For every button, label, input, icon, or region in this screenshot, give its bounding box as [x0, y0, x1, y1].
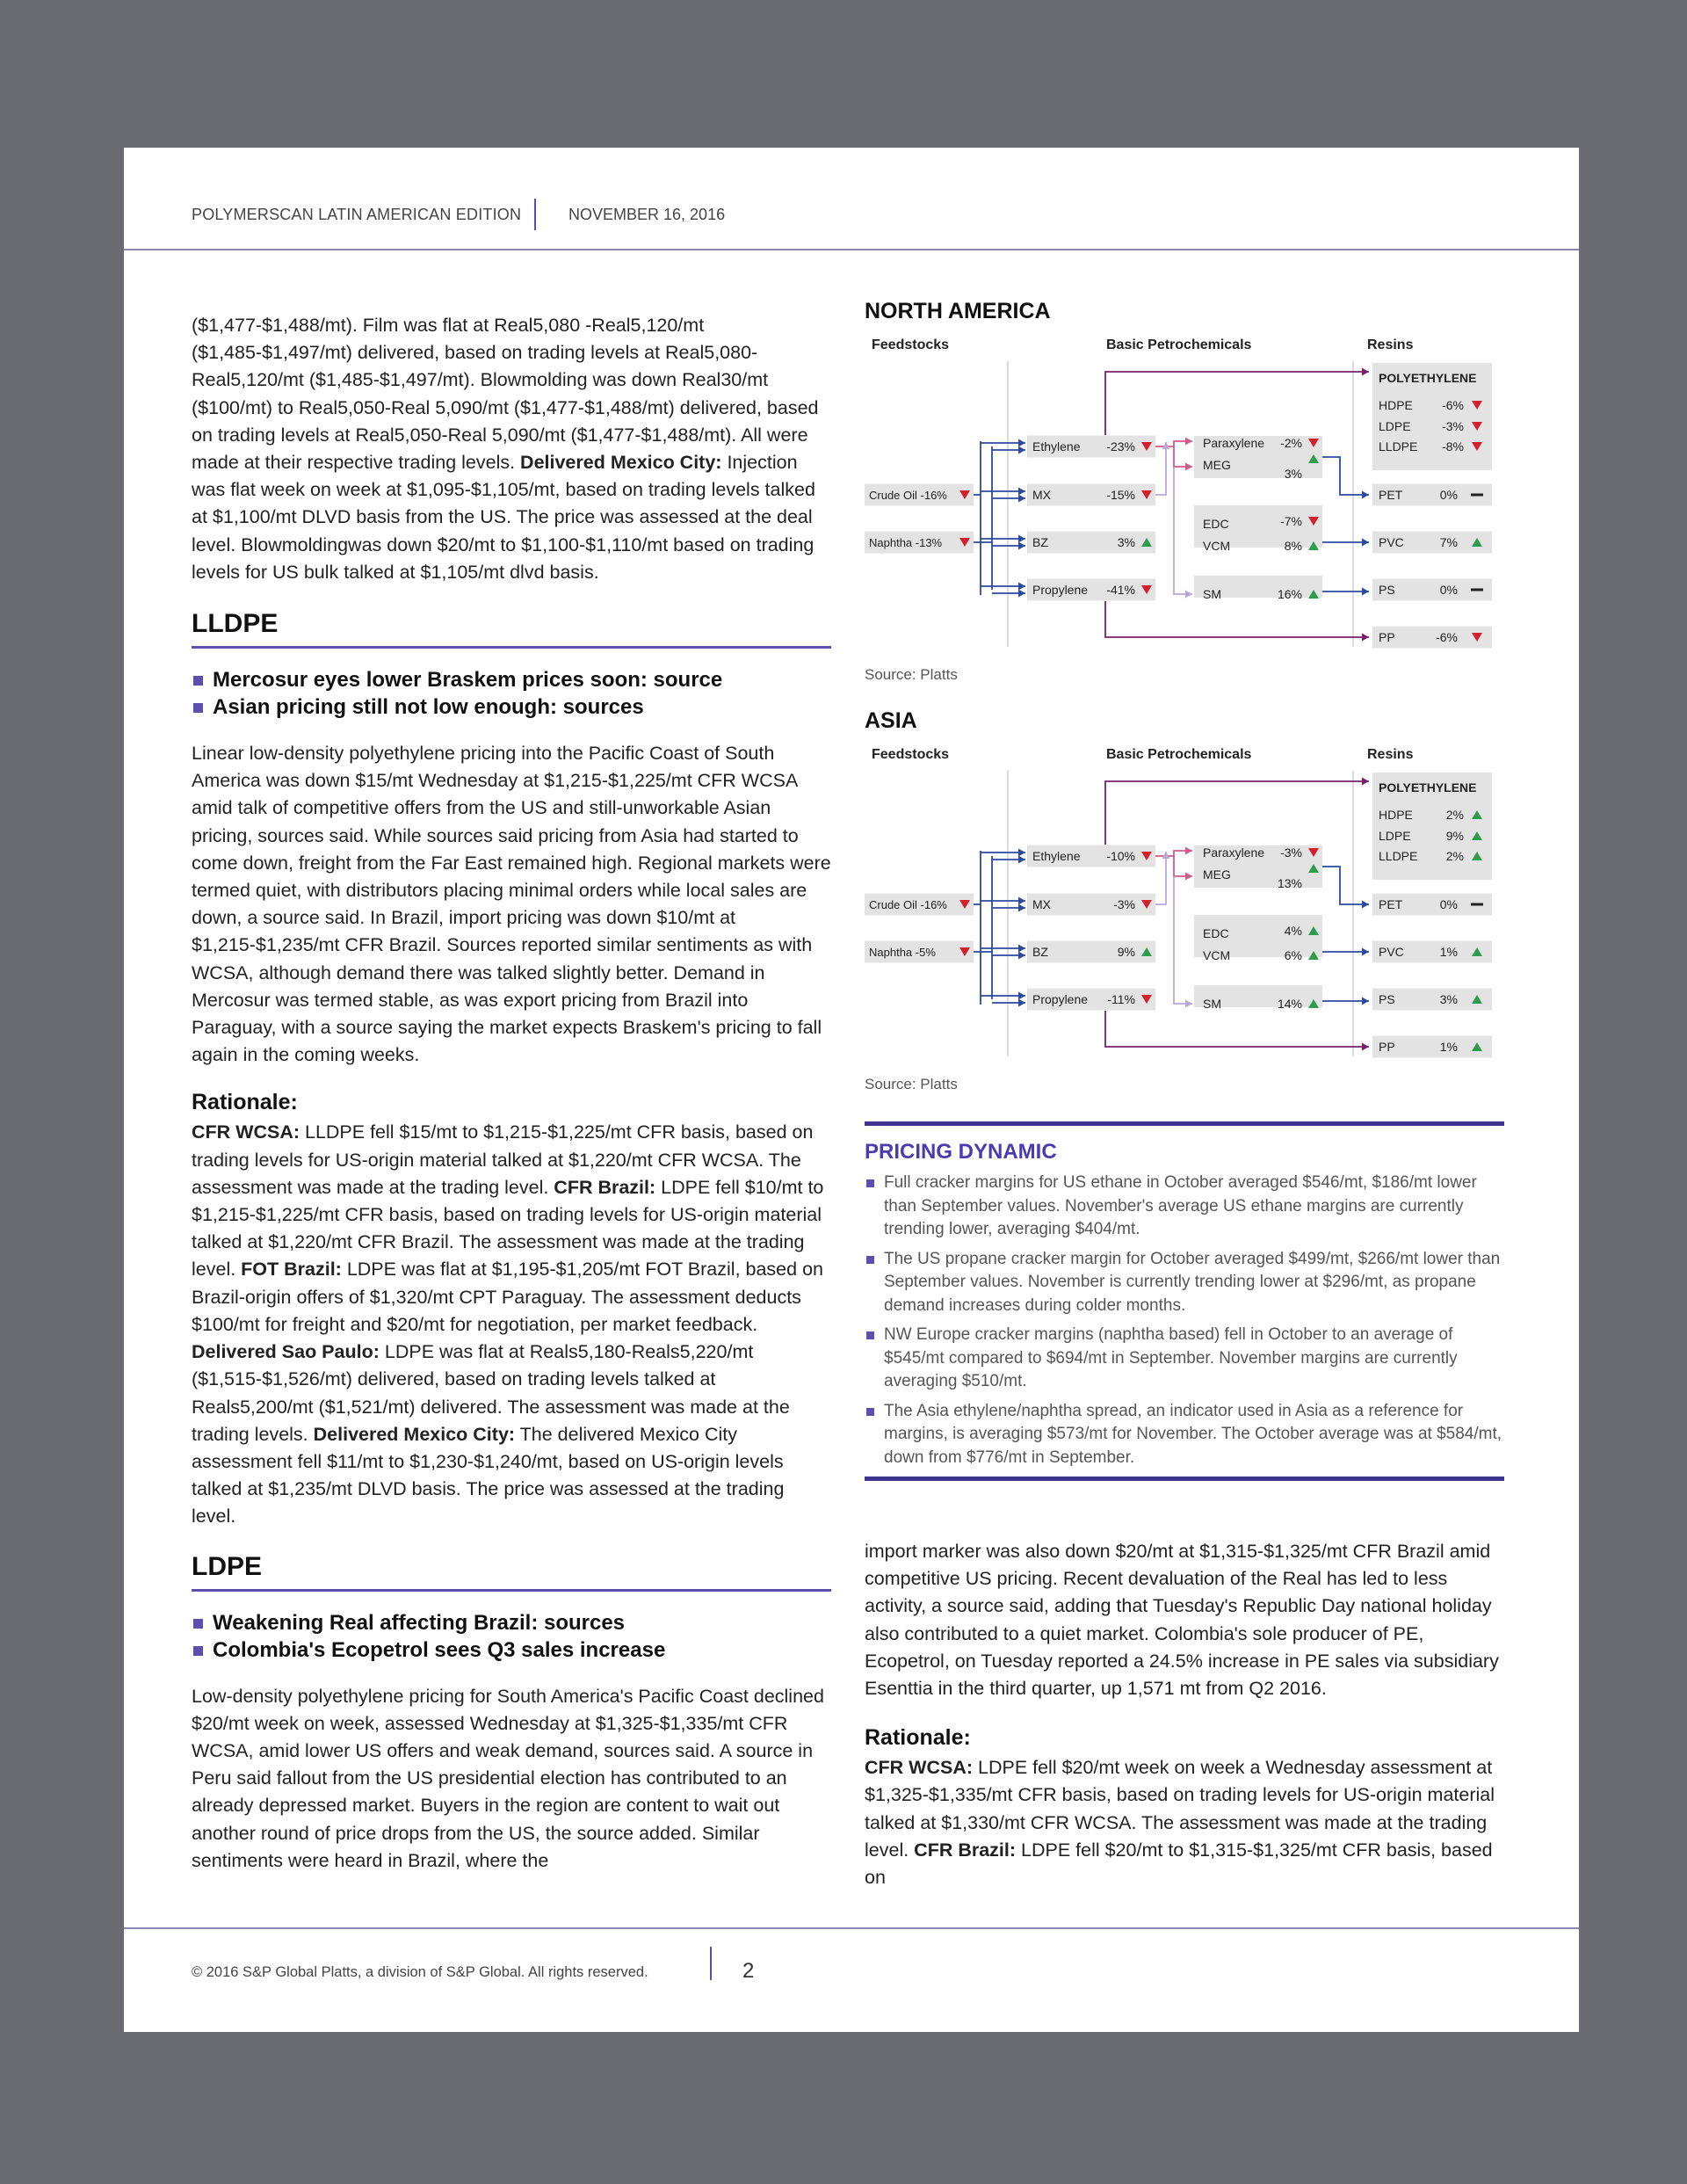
lldpe-heading: LLDPE [192, 609, 831, 649]
asia-source: Source: Platts [865, 1076, 958, 1092]
resin-change-marker [1471, 589, 1483, 591]
feedstock-label: Crude Oil -16% [869, 898, 947, 911]
basic-to-derivative-arrow-head [1162, 852, 1170, 859]
basic-to-derivative-arrow-head [1185, 847, 1192, 855]
basic-to-derivative-arrow [1174, 446, 1192, 467]
basic-chemical-change: -23% [1106, 439, 1135, 453]
polyethylene-grade-change: 2% [1445, 808, 1464, 822]
basic-to-derivative-arrow [1174, 876, 1192, 1004]
ldpe-bullets [192, 1609, 831, 1664]
basic-to-derivative-arrow-head [1185, 463, 1192, 471]
feedstock-to-basic-arrow-head [1018, 904, 1025, 912]
pricing-dynamic-top-rule [865, 1121, 1504, 1126]
resin-change: -6% [1436, 630, 1458, 644]
resin-change: 1% [1439, 1040, 1458, 1054]
resin-change: 1% [1439, 945, 1458, 959]
feedstock-to-basic-arrow-head [1018, 856, 1025, 864]
basic-chemical-change: -3% [1113, 897, 1135, 911]
basic-chemical-name: BZ [1032, 535, 1048, 549]
feedstock-to-basic-arrow-head [1018, 590, 1025, 598]
derivative-change: 4% [1284, 924, 1302, 938]
basic-to-derivative-arrow-head [1185, 1000, 1192, 1008]
lldpe-rationale: CFR WCSA: LLDPE fell $15/mt to $1,215-$1,225/mt CFR basis, based on trading levels for US-origin material talked at $1,220/mt CFR WCSA. The assessment was made at the trading level. CFR Brazil: LDPE fell $10/mt to $1,215-$1,225/mt CFR basis, based on trading levels for US-origin material talked at $1,220/mt CFR Brazil. The assessment was made at the trading level. FOT Brazil: LDPE was flat at $1,195-$1,205/mt FOT Brazil, based on Brazil-origin offers of $1,320/mt CPT Paraguay. The assessment deducts $100/mt for freight and $20/mt for negotiation, per market feedback. Delivered Sao Paulo: LDPE was flat at Reals5,180-Reals5,220/mt ($1,515-$1,526/mt) delivered, based on trading levels talked at Reals5,200/mt ($1,521/mt) delivered. The assessment was made at the trading levels. Delivered Mexico City: The delivered Mexico City assessment fell $11/mt to $1,230-$1,240/mt, based on US-origin levels talked at $1,235/mt DLVD basis. The price was assessed at the trading level. [192, 1121, 824, 1527]
resin-change: 7% [1439, 535, 1458, 549]
feedstock-to-basic-arrow-head [1018, 999, 1025, 1007]
basic-chemical-name: MX [1032, 897, 1051, 911]
derivative-to-pet-arrow-head [1362, 901, 1369, 909]
pricing-dynamic-box [865, 1121, 1504, 1481]
polyethylene-grade-change: -8% [1442, 439, 1464, 453]
asia-flow-diagram [865, 736, 1497, 1061]
polyethylene-grade-name: LLDPE [1379, 849, 1418, 863]
intro-paragraph: ($1,477-$1,488/mt). Film was flat at Real5,080 -Real5,120/mt ($1,485-$1,497/mt) delivered, based on trading levels at Real5,080-Real5,120/mt ($1,485-$1,497/mt). Blowmolding was down Real30/mt ($100/mt) to Real5,050-Real 5,090/mt ($1,477-$1,488/mt) delivered, based on trading levels at Real5,050-Real 5,090/mt ($1,477-$1,488/mt). All were made at their respective trading levels. Delivered Mexico City: Injection was flat week on week at $1,095-$1,105/mt, based on trading levels talked at $1,100/mt DLVD basis from the US. The price was assessed at the deal level. Blowmoldingwas down $20/mt to $1,100-$1,110/mt based on trading levels for US bulk talked at $1,105/mt dlvd basis. [192, 315, 819, 583]
pricing-dynamic-item: Full cracker margins for US ethane in October averaged $546/mt, $186/mt lower than September values. November's average US ethane margins are currently trending lower, averaging $404/mt. [865, 1172, 1504, 1242]
polyethylene-label: POLYETHYLENE [1379, 371, 1477, 385]
ethylene-to-polyethylene-arrow-head [1362, 778, 1369, 786]
polyethylene-grade-change: -3% [1442, 419, 1464, 433]
ldpe-rationale: CFR WCSA: LDPE fell $20/mt week on week a Wednesday assessment at $1,325-$1,335/mt CFR basis, based on trading levels for US-origin material talked at $1,330/mt CFR WCSA. The assessment was made at the trading level. CFR Brazil: LDPE fell $20/mt to $1,315-$1,325/mt CFR basis, based on [865, 1757, 1495, 1889]
propylene-to-pp-arrow-head [1362, 634, 1369, 642]
ethylene-to-polyethylene-arrow [1105, 781, 1369, 845]
basic-chemical-change: -11% [1107, 992, 1135, 1006]
derivative-change: 14% [1277, 997, 1302, 1011]
derivative-change: -7% [1280, 514, 1302, 528]
feedstock-to-basic-arrow-head [1018, 992, 1025, 1000]
feedstock-to-basic-arrow-head [1018, 897, 1025, 905]
feedstock-to-basic-arrow-head [1018, 542, 1025, 550]
polyethylene-grade-name: LLDPE [1379, 439, 1418, 453]
basic-chemical-name: MX [1032, 488, 1051, 502]
polyethylene-label: POLYETHYLENE [1379, 780, 1477, 795]
propylene-to-pp-arrow [1105, 1011, 1369, 1047]
feedstock-to-basic-arrow-head [1018, 439, 1025, 447]
derivative-name: VCM [1203, 539, 1231, 553]
right-column-text [865, 1538, 1504, 1891]
derivative-name: MEG [1203, 458, 1231, 472]
vcm-to-pvc-arrow-head [1362, 539, 1369, 547]
derivative-name: MEG [1203, 867, 1231, 882]
document-page [124, 148, 1579, 2032]
publication-name: POLYMERSCAN LATIN AMERICAN EDITION [192, 206, 522, 223]
feedstocks-header: Feedstocks [872, 337, 950, 352]
derivative-change: 16% [1277, 587, 1302, 601]
basic-to-derivative-arrow-head [1185, 873, 1192, 881]
basic-petrochemicals-header: Basic Petrochemicals [1106, 337, 1252, 352]
resins-header: Resins [1367, 337, 1414, 352]
resin-change: 0% [1439, 488, 1458, 502]
basic-to-derivative-arrow-head [1162, 442, 1170, 449]
ethylene-to-polyethylene-arrow [1105, 372, 1369, 435]
feedstock-to-basic-arrow-head [1018, 495, 1025, 503]
derivative-change: 8% [1284, 539, 1302, 553]
derivative-change: 3% [1284, 467, 1302, 481]
feedstock-to-basic-arrow-head [1018, 945, 1025, 953]
feedstock-to-basic-arrow-head [1018, 488, 1025, 496]
resin-change-marker [1471, 494, 1483, 497]
polyethylene-grade-change: 9% [1445, 829, 1464, 843]
pricing-dynamic-list [865, 1172, 1504, 1469]
resin-name: PET [1379, 488, 1403, 502]
left-column [192, 312, 831, 1875]
derivative-name: EDC [1203, 517, 1229, 531]
footer-divider [710, 1947, 712, 1980]
derivative-change: 13% [1277, 876, 1302, 890]
basic-chemical-name: Ethylene [1032, 849, 1081, 863]
basic-chemical-name: BZ [1032, 945, 1048, 959]
resin-name: PET [1379, 897, 1403, 911]
ldpe-body: Low-density polyethylene pricing for South America's Pacific Coast declined $20/mt week on week, assessed Wednesday at $1,325-$1,335/mt CFR WCSA, amid lower US offers and weak demand, sources said. A source in Peru said fallout from the US presidential election has contributed to an already depressed market. Buyers in the region are content to wait out another round of price drops from the US, the source added. Similar sentiments were heard in Brazil, where the [192, 1685, 824, 1871]
resin-name: PVC [1379, 535, 1404, 549]
resin-change-marker [1471, 903, 1483, 906]
publication-date: NOVEMBER 16, 2016 [568, 206, 726, 223]
resin-name: PS [1379, 992, 1395, 1006]
basic-chemical-name: Propylene [1032, 992, 1089, 1006]
resin-name: PP [1379, 630, 1395, 644]
feedstock-to-basic-arrow-head [1018, 849, 1025, 857]
polyethylene-grade-name: LDPE [1379, 419, 1411, 433]
derivative-change: -2% [1280, 436, 1302, 450]
ldpe-heading: LDPE [192, 1552, 831, 1592]
basic-to-derivative-arrow-head [1185, 438, 1192, 446]
lldpe-bullet: Asian pricing still not low enough: sources [192, 693, 831, 721]
derivative-name: VCM [1203, 948, 1231, 962]
basic-chemical-change: 9% [1117, 945, 1135, 959]
pricing-dynamic-item: The Asia ethylene/naphtha spread, an indicator used in Asia as a reference for margins, is averaging $573/mt for November. The October average was at $584/mt, down from $776/mt in September. [865, 1400, 1504, 1470]
resin-name: PVC [1379, 945, 1404, 959]
basic-to-derivative-arrow [1174, 467, 1192, 594]
basic-to-derivative-arrow-head [1185, 591, 1192, 599]
propylene-to-pp-arrow [1105, 601, 1369, 637]
page-header [124, 148, 1579, 250]
lldpe-body: Linear low-density polyethylene pricing into the Pacific Coast of South America was down $15/mt Wednesday at $1,215-$1,225/mt CFR WCSA amid talk of competitive offers from the US and still-unworkable Asian pricing, sources said. While sources said pricing from Asia had started to come down, freight from the Far East remained high. Regional markets were termed quiet, with distributors placing minimal orders while local sales are down, a source said. In Brazil, import pricing was down $10/mt at $1,215-$1,235/mt CFR Brazil. Sources reported similar sentiments as with WCSA, although demand there was talked slightly better. Demand in Mercosur was termed stable, as was export pricing from Brazil into Paraguay, with a source saying the market expects Braskem's pricing to fall again in the coming weeks. [192, 743, 831, 1066]
basic-to-derivative-arrow [1174, 856, 1192, 876]
basic-chemical-name: Propylene [1032, 583, 1089, 597]
basic-petrochemicals-header: Basic Petrochemicals [1106, 747, 1252, 762]
polyethylene-grade-name: HDPE [1379, 398, 1413, 412]
derivative-name: EDC [1203, 926, 1229, 940]
derivative-to-pet-arrow-head [1362, 491, 1369, 499]
feedstock-to-basic-arrow-head [1018, 535, 1025, 543]
propylene-to-pp-arrow-head [1362, 1043, 1369, 1051]
sm-to-ps-arrow-head [1362, 998, 1369, 1005]
north-america-flow-diagram [865, 326, 1497, 651]
pricing-dynamic-title: PRICING DYNAMIC [865, 1140, 1057, 1164]
basic-chemical-name: Ethylene [1032, 439, 1081, 453]
feedstock-label: Naphtha -5% [869, 946, 936, 959]
feedstock-to-basic-arrow-head [1018, 952, 1025, 960]
ldpe-continued-body: import marker was also down $20/mt at $1,315-$1,325/mt CFR Brazil amid competitive US pricing. Recent devaluation of the Real has led to less activity, a source said, adding that Tuesday's Republic Day national holiday also contributed to a quiet market. Colombia's sole producer of PE, Ecopetrol, on Tuesday reported a 24.5% increase in PE sales via subsidiary Esenttia in the third quarter, up 1,571 mt from Q2 2016. [865, 1541, 1499, 1700]
basic-chemical-change: -10% [1106, 849, 1135, 863]
polyethylene-grade-change: -6% [1442, 398, 1464, 412]
derivative-name: Paraxylene [1203, 436, 1265, 450]
lldpe-bullets [192, 666, 831, 721]
resin-change: 0% [1439, 583, 1458, 597]
derivative-to-pet-arrow [1322, 867, 1369, 904]
feedstock-label: Naphtha -13% [869, 536, 943, 549]
resin-change: 3% [1439, 992, 1458, 1006]
ldpe-bullet: Colombia's Ecopetrol sees Q3 sales increase [192, 1636, 831, 1664]
north-america-title: NORTH AMERICA [865, 299, 1051, 323]
polyethylene-grade-change: 2% [1445, 849, 1464, 863]
page-number: 2 [742, 1959, 755, 1983]
asia-title: ASIA [865, 708, 917, 733]
resin-name: PS [1379, 583, 1395, 597]
header-divider [534, 199, 536, 230]
resin-name: PP [1379, 1040, 1395, 1054]
resin-change: 0% [1439, 897, 1458, 911]
sm-to-ps-arrow-head [1362, 588, 1369, 596]
copyright-notice: © 2016 S&P Global Platts, a division of S&P Global. All rights reserved. [192, 1964, 648, 1980]
vcm-to-pvc-arrow-head [1362, 948, 1369, 956]
page-footer [124, 1927, 1579, 2034]
derivative-name: SM [1203, 997, 1221, 1011]
north-america-source: Source: Platts [865, 666, 958, 683]
basic-to-derivative-arrow [1155, 852, 1166, 904]
pricing-dynamic-bottom-rule [865, 1477, 1504, 1481]
basic-chemical-change: 3% [1117, 535, 1135, 549]
polyethylene-grade-name: HDPE [1379, 808, 1413, 822]
pricing-dynamic-item: NW Europe cracker margins (naphtha based) fell in October to an average of $545/mt compared to $694/mt in September. November margins are currently averaging $510/mt. [865, 1324, 1504, 1394]
derivative-to-pet-arrow [1322, 457, 1369, 495]
feedstock-label: Crude Oil -16% [869, 489, 947, 502]
pricing-dynamic-item: The US propane cracker margin for October averaged $499/mt, $266/mt lower than September values. November is currently trending lower at $296/mt, as propane demand increases during colder months. [865, 1248, 1504, 1318]
polyethylene-grade-name: LDPE [1379, 829, 1411, 843]
feedstocks-header: Feedstocks [872, 747, 950, 762]
lldpe-bullet: Mercosur eyes lower Braskem prices soon: source [192, 666, 831, 693]
derivative-name: Paraxylene [1203, 845, 1265, 860]
derivative-name: SM [1203, 587, 1221, 601]
feedstock-to-basic-arrow-head [1018, 446, 1025, 454]
lldpe-rationale-heading: Rationale: [192, 1090, 298, 1115]
feedstock-to-basic-arrow-head [1018, 583, 1025, 591]
basic-to-derivative-arrow [1155, 442, 1166, 495]
resins-header: Resins [1367, 747, 1414, 762]
ethylene-to-polyethylene-arrow-head [1362, 368, 1369, 376]
basic-chemical-change: -41% [1106, 583, 1135, 597]
derivative-change: -3% [1280, 845, 1302, 860]
derivative-change: 6% [1284, 948, 1302, 962]
ldpe-rationale-heading: Rationale: [865, 1725, 971, 1751]
basic-chemical-change: -15% [1106, 488, 1135, 502]
ldpe-bullet: Weakening Real affecting Brazil: sources [192, 1609, 831, 1636]
